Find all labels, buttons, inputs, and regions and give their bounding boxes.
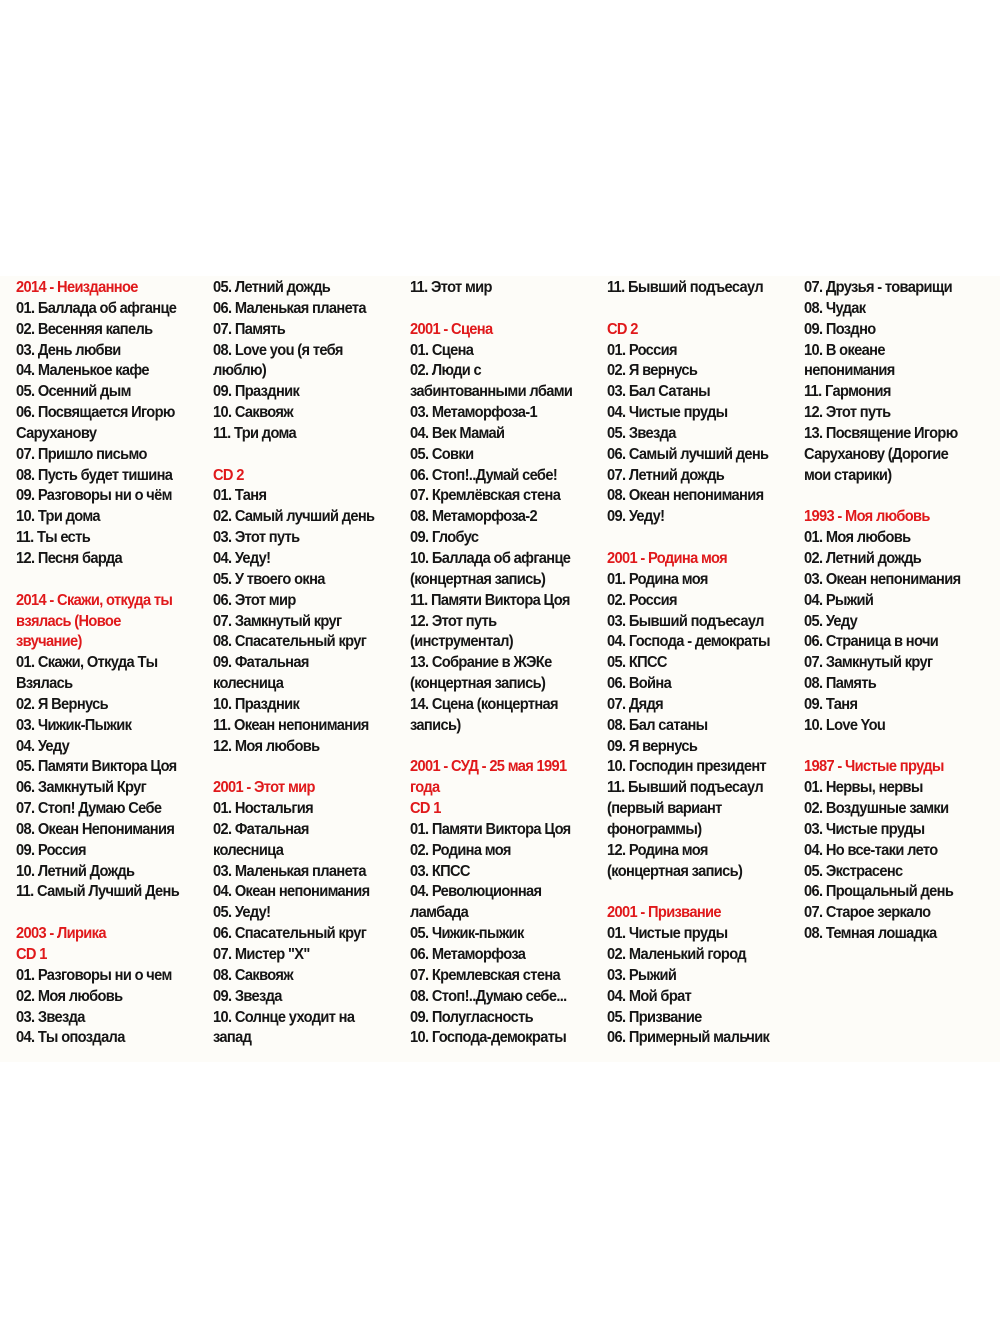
track-line: 09. Таня: [804, 695, 858, 713]
album-heading: года: [410, 779, 440, 797]
track-line: 11. Ты есть: [16, 529, 91, 547]
track-line: 09. Россия: [16, 841, 86, 859]
track-line: 03. КПСС: [410, 862, 470, 880]
track-line: запись): [410, 716, 461, 734]
track-line: 08. Пусть будет тишина: [16, 466, 173, 484]
track-line: 07. Память: [213, 320, 286, 338]
track-line: 08. Стоп!..Думаю себе...: [410, 987, 567, 1005]
track-line: 03. Бал Сатаны: [607, 383, 710, 401]
track-line: 06. Этот мир: [213, 591, 296, 609]
track-line: 06. Самый лучший день: [607, 445, 769, 463]
track-line: 08. Бал сатаны: [607, 716, 708, 734]
track-line: 06. Метаморфоза: [410, 946, 526, 963]
track-line: 02. Летний дождь: [804, 549, 922, 567]
track-line: 01. Памяти Виктора Цоя: [410, 820, 571, 838]
track-line: 01. Баллада об афганце: [16, 299, 177, 317]
track-line: 10. Солнце уходит на: [213, 1008, 355, 1026]
track-line: 12. Моя любовь: [213, 737, 320, 755]
album-heading: CD 2: [213, 466, 244, 484]
track-line: 10. Баллада об афганце: [410, 549, 571, 567]
album-heading: 2001 - Этот мир: [213, 779, 315, 797]
track-line: 04. Но все-таки лето: [804, 841, 938, 859]
track-line: 02. Я вернусь: [607, 362, 698, 380]
track-line: 01. Скажи, Откуда Ты: [16, 654, 158, 672]
track-line: 11. Памяти Виктора Цоя: [410, 591, 570, 609]
tracklist-column-5: [804, 278, 984, 945]
track-line: 02. Я Вернусь: [16, 695, 109, 713]
tracklist-column-4: [607, 278, 787, 1049]
track-line: 09. Глобус: [410, 529, 479, 547]
track-line: 09. Я вернусь: [607, 737, 698, 755]
track-line: 12. Этот путь: [410, 612, 497, 630]
track-line: 03. День любви: [16, 341, 121, 359]
section-spacer: [804, 737, 984, 758]
track-line: 07. Мистер "Х": [213, 946, 310, 963]
track-line: 06. Война: [607, 675, 672, 693]
track-line: 11. Самый Лучший День: [16, 883, 180, 901]
album-heading: 2001 - СУД - 25 мая 1991: [410, 758, 567, 776]
album-heading: 2014 - Неизданное: [16, 279, 138, 296]
track-line: 10. Праздник: [213, 695, 300, 713]
track-line: ламбада: [410, 904, 469, 922]
track-line: 02. Весенняя капель: [16, 320, 153, 338]
track-line: 01. Чистые пруды: [607, 925, 728, 943]
track-line: 09. Звезда: [213, 987, 282, 1005]
album-heading: 2001 - Сцена: [410, 320, 493, 338]
track-line: (инструментал): [410, 633, 513, 651]
album-heading: 1993 - Моя любовь: [804, 508, 930, 526]
track-line: 01. Сцена: [410, 341, 474, 359]
section-spacer: [607, 528, 787, 549]
track-line: 10. В океане: [804, 341, 885, 359]
track-line: 06. Маленькая планета: [213, 299, 366, 317]
track-line: 05. Экстрасенс: [804, 862, 903, 880]
track-line: 11. Бывший подъесаул: [607, 779, 763, 797]
track-line: 10. Летний Дождь: [16, 862, 135, 880]
track-line: 06. Стоп!..Думай себе!: [410, 466, 558, 484]
track-line: запад: [213, 1029, 252, 1047]
track-line: 02. Люди с: [410, 362, 482, 380]
track-line: 04. Мой брат: [607, 987, 692, 1005]
album-heading: CD 1: [16, 946, 47, 963]
track-line: Саруханову: [16, 424, 97, 442]
track-line: 11. Этот мир: [410, 279, 492, 296]
track-line: 09. Фатальная: [213, 654, 309, 672]
track-line: 03. Метаморфоза-1: [410, 404, 538, 422]
album-heading: 2001 - Призвание: [607, 904, 721, 922]
track-line: Взялась: [16, 675, 73, 693]
track-line: 03. Этот путь: [213, 529, 300, 547]
tracklist-column-3: [410, 278, 590, 1049]
track-line: 06. Замкнутый Круг: [16, 779, 147, 797]
track-line: (концертная запись): [410, 675, 546, 693]
track-line: 08. Саквояж: [213, 966, 293, 984]
track-line: 11. Бывший подъесаул: [607, 279, 763, 296]
track-line: 01. Россия: [607, 341, 677, 359]
album-heading: 1987 - Чистые пруды: [804, 758, 944, 776]
track-line: 01. Ностальгия: [213, 800, 314, 818]
track-line: 02. Воздушные замки: [804, 800, 949, 818]
track-line: 06. Примерный мальчик: [607, 1029, 770, 1047]
track-line: 08. Love you (я тебя: [213, 341, 343, 359]
section-spacer: [804, 486, 984, 507]
track-line: колесница: [213, 841, 284, 859]
track-line: 09. Полугласность: [410, 1008, 533, 1026]
track-line: 04. Век Мамай: [410, 424, 505, 442]
section-spacer: [607, 882, 787, 903]
track-line: 04. Уеду: [16, 737, 70, 755]
track-line: 10. Господин президент: [607, 758, 767, 776]
track-line: 07. Друзья - товарищи: [804, 279, 952, 296]
track-line: 04. Уеду!: [213, 549, 271, 567]
track-line: 03. Звезда: [16, 1008, 85, 1026]
section-spacer: [410, 299, 590, 320]
track-line: 02. Россия: [607, 591, 677, 609]
track-line: непонимания: [804, 362, 895, 380]
track-line: 02. Самый лучший день: [213, 508, 375, 526]
track-line: 07. Старое зеркало: [804, 904, 931, 922]
album-heading: 2014 - Скажи, откуда ты: [16, 591, 173, 609]
section-spacer: [607, 299, 787, 320]
track-line: 01. Нервы, нервы: [804, 779, 923, 797]
track-line: 02. Родина моя: [410, 841, 511, 859]
track-line: 08. Память: [804, 675, 877, 693]
track-line: 05. Совки: [410, 445, 474, 463]
track-line: 03. Чижик-Пыжик: [16, 716, 132, 734]
track-line: 07. Кремлевская стена: [410, 966, 561, 984]
track-line: Саруханову (Дорогие: [804, 445, 949, 463]
track-line: 05. КПСС: [607, 654, 667, 672]
section-spacer: [16, 903, 196, 924]
track-line: 09. Уеду!: [607, 508, 665, 526]
track-line: 04. Океан непонимания: [213, 883, 370, 901]
track-line: 09. Поздно: [804, 320, 876, 338]
track-line: 05. Уеду!: [213, 904, 271, 922]
track-line: 06. Страница в ночи: [804, 633, 939, 651]
track-line: 06. Спасательный круг: [213, 925, 367, 943]
track-line: 05. Уеду: [804, 612, 858, 630]
track-line: 09. Праздник: [213, 383, 300, 401]
track-line: 04. Рыжий: [804, 591, 874, 609]
track-line: 01. Моя любовь: [804, 529, 911, 547]
track-line: 05. Призвание: [607, 1008, 702, 1026]
track-line: 04. Чистые пруды: [607, 404, 728, 422]
track-line: 12. Родина моя: [607, 841, 708, 859]
track-line: 05. Звезда: [607, 424, 676, 442]
track-line: 03. Океан непонимания: [804, 570, 961, 588]
track-line: 04. Революционная: [410, 883, 542, 901]
track-line: 05. Чижик-пыжик: [410, 925, 524, 943]
track-line: 01. Родина моя: [607, 570, 708, 588]
track-line: 07. Летний дождь: [607, 466, 725, 484]
track-line: 08. Чудак: [804, 299, 866, 317]
tracklist-column-1: [16, 278, 196, 1049]
track-line: 01. Разговоры ни о чем: [16, 966, 172, 984]
track-line: 11. Океан непонимания: [213, 716, 369, 734]
track-line: 08. Спасательный круг: [213, 633, 367, 651]
track-line: люблю): [213, 362, 267, 380]
album-heading: звучание): [16, 633, 82, 651]
track-line: мои старики): [804, 466, 892, 484]
section-spacer: [16, 570, 196, 591]
track-line: 02. Фатальная: [213, 820, 309, 838]
track-line: колесница: [213, 675, 284, 693]
track-line: 02. Маленький город: [607, 946, 746, 963]
track-line: 07. Дядя: [607, 695, 664, 713]
track-line: 08. Темная лошадка: [804, 925, 937, 943]
tracklist-column-2: [213, 278, 393, 1049]
track-line: 11. Три дома: [213, 424, 297, 442]
track-line: фонограммы): [607, 820, 702, 838]
track-line: 10. Господа-демократы: [410, 1029, 567, 1047]
track-line: 05. Памяти Виктора Цоя: [16, 758, 177, 776]
track-line: 13. Посвящение Игорю: [804, 424, 958, 442]
track-line: 11. Гармония: [804, 383, 891, 401]
track-line: 08. Океан Непонимания: [16, 820, 175, 838]
track-line: 03. Бывший подъесаул: [607, 612, 764, 630]
track-line: 03. Маленькая планета: [213, 862, 366, 880]
track-line: 08. Метаморфоза-2: [410, 508, 538, 526]
track-line: 07. Замкнутый круг: [804, 654, 933, 672]
track-line: 13. Собрание в ЖЭКе: [410, 654, 552, 672]
album-heading: 2003 - Лирика: [16, 925, 106, 943]
track-line: 05. Осенний дым: [16, 383, 131, 401]
track-line: 12. Песня барда: [16, 549, 122, 567]
track-line: 05. Летний дождь: [213, 279, 331, 296]
track-line: забинтованными лбами: [410, 383, 573, 401]
track-line: 06. Прощальный день: [804, 883, 954, 901]
track-line: 07. Стоп! Думаю Себе: [16, 800, 162, 818]
track-line: 04. Маленькое кафе: [16, 362, 149, 380]
album-heading: CD 2: [607, 320, 638, 338]
track-line: 04. Ты опоздала: [16, 1029, 125, 1047]
track-line: 01. Таня: [213, 487, 267, 505]
section-spacer: [410, 737, 590, 758]
track-line: 03. Чистые пруды: [804, 820, 925, 838]
track-line: 12. Этот путь: [804, 404, 891, 422]
track-line: 10. Три дома: [16, 508, 100, 526]
track-line: 09. Разговоры ни о чём: [16, 487, 172, 505]
track-line: 03. Рыжий: [607, 966, 677, 984]
track-line: 04. Господа - демократы: [607, 633, 770, 651]
track-line: (первый вариант: [607, 800, 722, 818]
track-line: 07. Пришло письмо: [16, 445, 147, 463]
track-line: 05. У твоего окна: [213, 570, 325, 588]
track-line: 06. Посвящается Игорю: [16, 404, 175, 422]
track-line: 10. Love You: [804, 716, 886, 734]
track-line: (концертная запись): [410, 570, 546, 588]
section-spacer: [213, 445, 393, 466]
album-heading: 2001 - Родина моя: [607, 549, 727, 567]
track-line: 10. Саквояж: [213, 404, 293, 422]
track-line: 07. Кремлёвская стена: [410, 487, 561, 505]
album-heading: CD 1: [410, 800, 441, 818]
track-line: 08. Океан непонимания: [607, 487, 764, 505]
track-line: 02. Моя любовь: [16, 987, 123, 1005]
album-heading: взялась (Новое: [16, 612, 121, 630]
track-line: 07. Замкнутый круг: [213, 612, 342, 630]
track-line: (концертная запись): [607, 862, 743, 880]
section-spacer: [213, 757, 393, 778]
track-line: 14. Сцена (концертная: [410, 695, 558, 713]
